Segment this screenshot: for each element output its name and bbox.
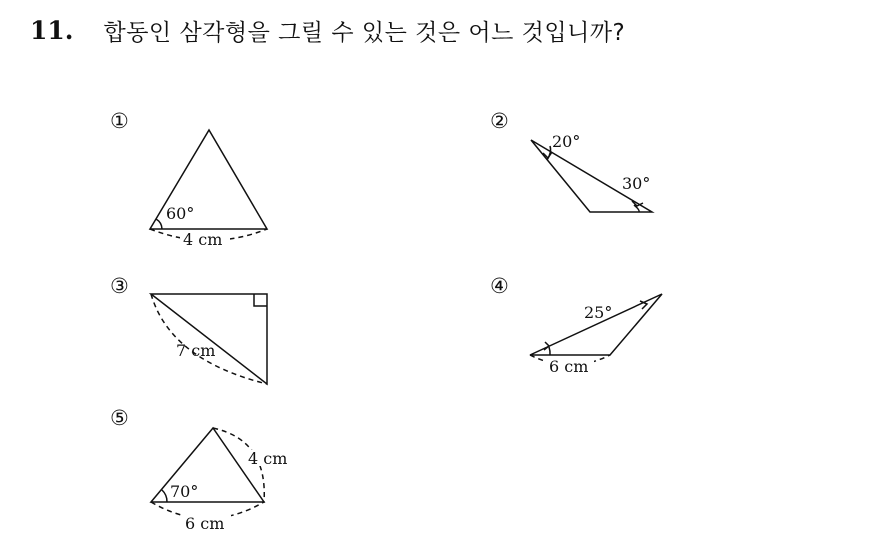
option-4-arrow-left (544, 342, 549, 350)
option-5-angle-label: 70° (170, 482, 199, 501)
option-5-side-label: 4 cm (248, 449, 288, 468)
question-text: 합동인 삼각형을 그릴 수 있는 것은 어느 것입니까? (103, 19, 626, 46)
option-3-length-label: 7 cm (176, 341, 216, 360)
option-4-marker: ④ (490, 274, 509, 298)
option-5-figure (151, 428, 264, 519)
option-1-angle-arc (156, 219, 162, 229)
option-3-figure (151, 294, 267, 384)
option-1-length-label: 4 cm (183, 230, 223, 249)
option-5-marker: ⑤ (110, 406, 129, 430)
option-1-angle-label: 60° (166, 204, 195, 223)
option-3-triangle (151, 294, 267, 384)
option-3-right-angle-mark (254, 294, 267, 306)
option-4-angle-label: 25° (584, 303, 613, 322)
option-4-angle-arc (549, 347, 550, 355)
option-4-length-label: 6 cm (549, 357, 589, 376)
option-2-marker: ② (490, 109, 509, 133)
option-2-angle-top-label: 20° (552, 132, 581, 151)
option-3-marker: ③ (110, 274, 129, 298)
option-5-base-label: 6 cm (185, 514, 225, 533)
option-5-angle-arc (162, 490, 167, 502)
option-1-marker: ① (110, 109, 129, 133)
question-number: 11. (30, 15, 74, 45)
option-1-figure (150, 130, 267, 241)
option-2-angle-right-label: 30° (622, 174, 651, 193)
